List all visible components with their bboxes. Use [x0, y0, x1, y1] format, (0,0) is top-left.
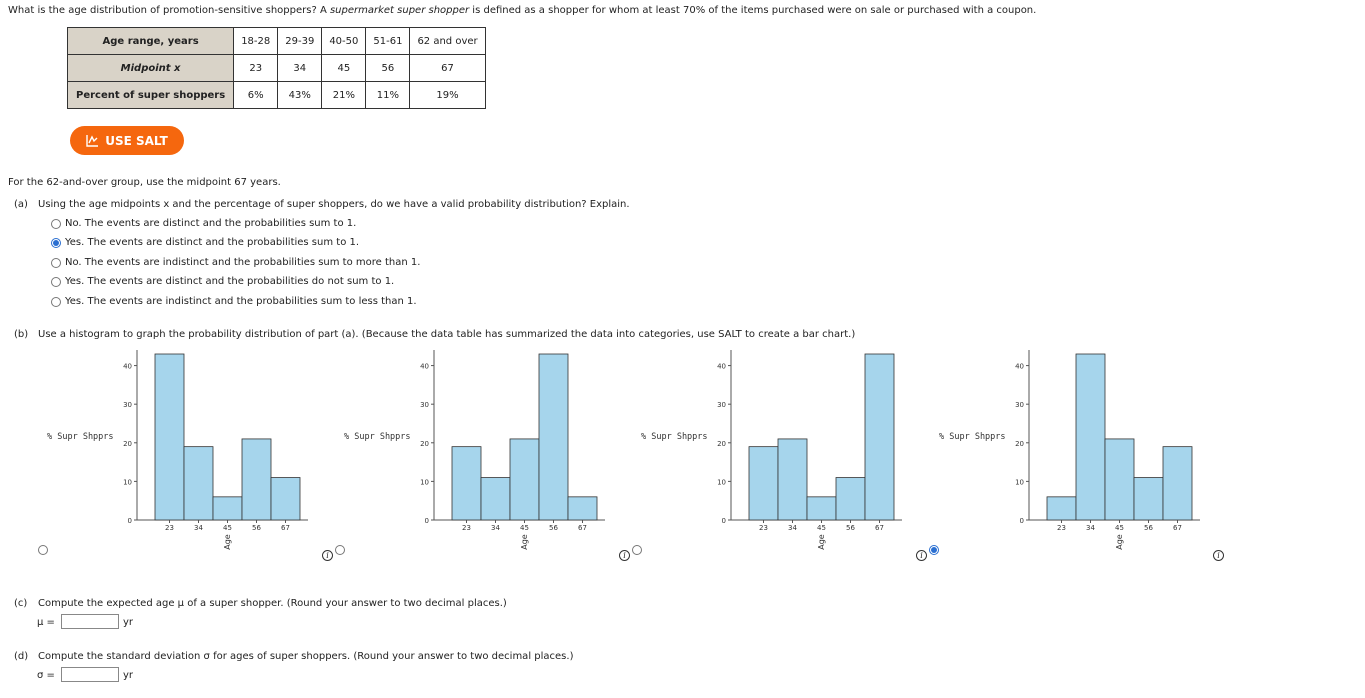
- y-tick-label: 0: [1019, 517, 1024, 525]
- histogram-bar: [242, 439, 271, 520]
- table-row-header: Percent of super shoppers: [68, 82, 234, 109]
- table-cell: 51-61: [366, 28, 410, 55]
- x-axis-label: Age: [817, 534, 826, 550]
- table-cell: 23: [234, 55, 278, 82]
- x-axis-label: Age: [520, 534, 529, 550]
- question-italic-term: supermarket super shopper: [329, 5, 470, 16]
- sigma-unit: yr: [123, 670, 134, 681]
- question-text: What is the age distribution of promotion-sensitive shoppers? A supermarket super shopper is defined as a shopper for whom at least 70% of the items purchased were on sale or purchased with a coupon.: [8, 5, 1037, 16]
- x-tick-label: 56: [1144, 524, 1153, 532]
- x-tick-label: 34: [194, 524, 203, 532]
- data-table: [67, 27, 486, 109]
- table-cell: 11%: [366, 82, 410, 109]
- table-cell: 21%: [322, 82, 366, 109]
- x-tick-label: 67: [281, 524, 290, 532]
- x-tick-label: 45: [520, 524, 529, 532]
- table-row-age-range: [68, 28, 486, 55]
- y-tick-label: 30: [420, 401, 429, 410]
- histogram-bar: [807, 497, 836, 520]
- use-salt-button[interactable]: [70, 126, 184, 155]
- sigma-symbol: σ =: [37, 670, 55, 681]
- radio-button-selected[interactable]: [51, 238, 61, 248]
- x-tick-label: 34: [788, 524, 797, 532]
- histogram-bar: [778, 439, 807, 520]
- table-row-percent: [68, 82, 486, 109]
- y-tick-label: 20: [717, 439, 726, 448]
- table-cell: 6%: [234, 82, 278, 109]
- table-cell: 45: [322, 55, 366, 82]
- y-tick-label: 10: [420, 478, 429, 487]
- histogram-bar: [155, 354, 184, 520]
- table-cell: 18-28: [234, 28, 278, 55]
- x-axis-label: Age: [223, 534, 232, 550]
- table-row-header: Midpoint x: [68, 55, 234, 82]
- x-tick-label: 45: [1115, 524, 1124, 532]
- y-tick-label: 20: [1015, 439, 1024, 448]
- y-tick-label: 0: [721, 517, 726, 525]
- table-cell: 62 and over: [410, 28, 485, 55]
- y-tick-label: 10: [1015, 478, 1024, 487]
- y-tick-label: 20: [420, 439, 429, 448]
- histogram-option-1: [44, 348, 324, 558]
- y-axis-label: % Supr Shpprs: [641, 432, 708, 442]
- x-tick-label: 67: [875, 524, 884, 532]
- histogram-radio-4-selected[interactable]: [929, 545, 939, 555]
- x-axis-label: Age: [1115, 534, 1124, 550]
- part-c-question: Compute the expected age μ of a super shopper. (Round your answer to two decimal places.): [38, 598, 507, 609]
- histogram-bar: [539, 354, 568, 520]
- y-tick-label: 40: [123, 362, 132, 371]
- info-icon[interactable]: i: [1213, 550, 1224, 561]
- histogram-radio-3[interactable]: [632, 545, 642, 555]
- note-text: For the 62-and-over group, use the midpoint 67 years.: [8, 177, 281, 188]
- y-tick-label: 0: [424, 517, 429, 525]
- x-tick-label: 45: [817, 524, 826, 532]
- part-b-question: Use a histogram to graph the probability distribution of part (a). (Because the data table has summarized the data into categories, use SALT to create a bar chart.): [38, 329, 856, 340]
- x-tick-label: 56: [549, 524, 558, 532]
- table-cell: 19%: [410, 82, 485, 109]
- sigma-input[interactable]: [61, 667, 119, 682]
- histogram-bar: [271, 478, 300, 520]
- part-a-option[interactable]: [51, 257, 420, 268]
- info-icon[interactable]: i: [916, 550, 927, 561]
- x-tick-label: 23: [462, 524, 471, 532]
- histogram-bar: [1076, 354, 1105, 520]
- histogram-bar: [836, 478, 865, 520]
- histogram-option-2: [341, 348, 621, 558]
- y-tick-label: 10: [717, 478, 726, 487]
- option-label: No. The events are distinct and the probabilities sum to 1.: [65, 218, 357, 229]
- y-tick-label: 30: [123, 401, 132, 410]
- part-a-label: (a): [14, 199, 28, 210]
- y-tick-label: 40: [717, 362, 726, 371]
- y-axis-label: % Supr Shpprs: [344, 432, 411, 442]
- x-tick-label: 67: [1173, 524, 1182, 532]
- radio-button[interactable]: [51, 258, 61, 268]
- table-cell: 34: [278, 55, 322, 82]
- table-cell: 40-50: [322, 28, 366, 55]
- part-a-option[interactable]: [51, 237, 359, 248]
- part-b-label: (b): [14, 329, 29, 340]
- radio-button[interactable]: [51, 277, 61, 287]
- x-tick-label: 23: [759, 524, 768, 532]
- mu-symbol: μ =: [37, 617, 55, 628]
- histogram-bar: [510, 439, 539, 520]
- table-cell: 67: [410, 55, 485, 82]
- part-a-option[interactable]: [51, 218, 356, 229]
- x-tick-label: 67: [578, 524, 587, 532]
- y-tick-label: 30: [1015, 401, 1024, 410]
- histogram-bar: [1047, 497, 1076, 520]
- radio-button[interactable]: [51, 297, 61, 307]
- y-tick-label: 30: [717, 401, 726, 410]
- histogram-bar: [452, 447, 481, 520]
- histogram-bar: [481, 478, 510, 520]
- x-tick-label: 34: [1086, 524, 1095, 532]
- part-d-label: (d): [14, 651, 29, 662]
- x-tick-label: 23: [165, 524, 174, 532]
- part-a-option[interactable]: [51, 296, 417, 307]
- part-d-question: Compute the standard deviation σ for ages of super shoppers. (Round your answer to two decimal places.): [38, 651, 574, 662]
- x-tick-label: 45: [223, 524, 232, 532]
- y-tick-label: 0: [127, 517, 132, 525]
- part-a-question: Using the age midpoints x and the percentage of super shoppers, do we have a valid probability distribution? Explain.: [38, 199, 630, 210]
- chart-line-icon: [86, 134, 99, 147]
- y-tick-label: 10: [123, 478, 132, 487]
- table-row-midpoint: [68, 55, 486, 82]
- histogram-bar: [1105, 439, 1134, 520]
- y-axis-label: % Supr Shpprs: [47, 432, 114, 442]
- use-salt-label: USE SALT: [105, 133, 168, 148]
- histogram-bar: [1134, 478, 1163, 520]
- part-a-option[interactable]: [51, 276, 394, 287]
- option-label: No. The events are indistinct and the probabilities sum to more than 1.: [65, 257, 421, 268]
- y-tick-label: 20: [123, 439, 132, 448]
- part-c-label: (c): [14, 598, 28, 609]
- table-row-header: Age range, years: [68, 28, 234, 55]
- table-cell: 43%: [278, 82, 322, 109]
- mu-input[interactable]: [61, 614, 119, 629]
- y-tick-label: 40: [420, 362, 429, 371]
- histogram-option-4: [936, 348, 1216, 558]
- histogram-bar: [1163, 447, 1192, 520]
- table-cell: 56: [366, 55, 410, 82]
- x-tick-label: 56: [252, 524, 261, 532]
- x-tick-label: 56: [846, 524, 855, 532]
- mu-unit: yr: [123, 617, 134, 628]
- option-label: Yes. The events are distinct and the probabilities sum to 1.: [65, 237, 360, 248]
- info-icon[interactable]: i: [619, 550, 630, 561]
- histogram-radio-1[interactable]: [38, 545, 48, 555]
- option-label: Yes. The events are indistinct and the probabilities sum to less than 1.: [65, 296, 417, 307]
- x-tick-label: 34: [491, 524, 500, 532]
- histogram-radio-2[interactable]: [335, 545, 345, 555]
- histogram-bar: [749, 447, 778, 520]
- histogram-bar: [568, 497, 597, 520]
- radio-button[interactable]: [51, 219, 61, 229]
- info-icon[interactable]: i: [322, 550, 333, 561]
- histogram-option-3: [638, 348, 918, 558]
- y-axis-label: % Supr Shpprs: [939, 432, 1006, 442]
- table-cell: 29-39: [278, 28, 322, 55]
- y-tick-label: 40: [1015, 362, 1024, 371]
- histogram-bar: [213, 497, 242, 520]
- histogram-bar: [184, 447, 213, 520]
- option-label: Yes. The events are distinct and the probabilities do not sum to 1.: [65, 276, 395, 287]
- x-tick-label: 23: [1057, 524, 1066, 532]
- histogram-bar: [865, 354, 894, 520]
